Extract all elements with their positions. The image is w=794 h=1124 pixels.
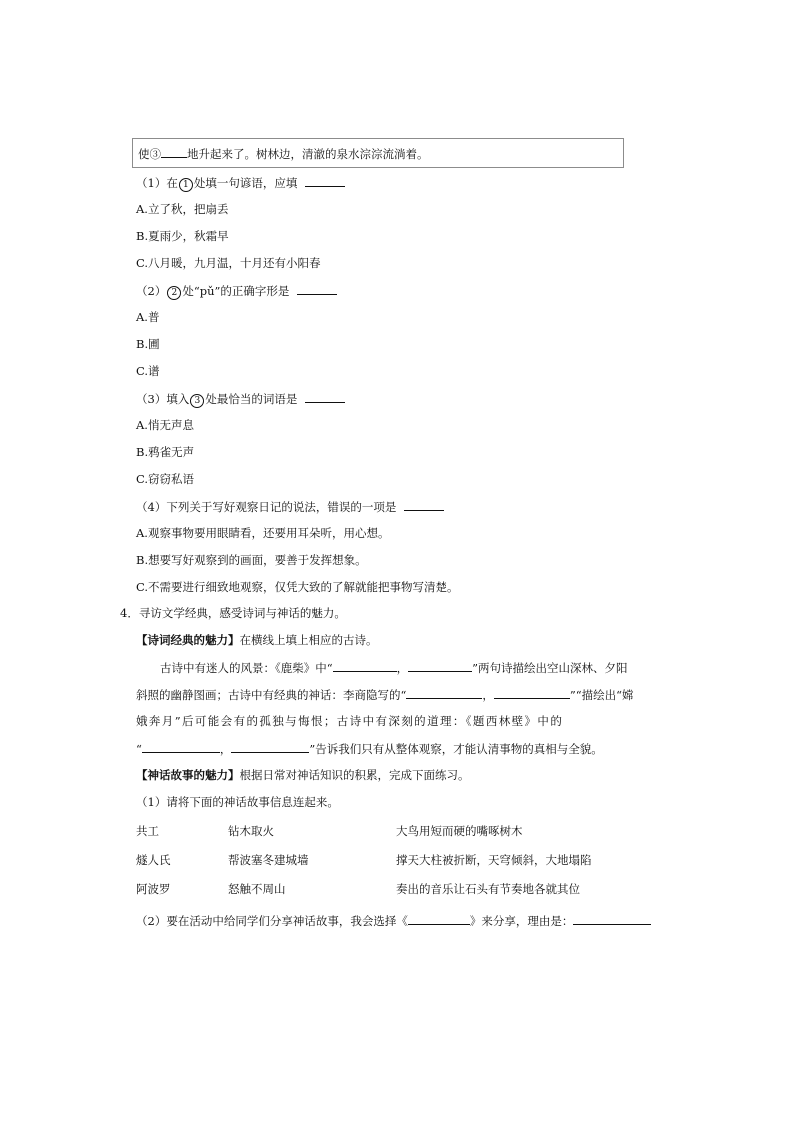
match-detail[interactable]: 奏出的音乐让石头有节奏地各就其位 xyxy=(396,882,580,896)
answer-blank-3[interactable] xyxy=(305,390,345,403)
option[interactable]: C.窃窃私语 xyxy=(136,472,195,486)
match-event[interactable]: 钻木取火 xyxy=(228,824,274,838)
poem-para-line1 xyxy=(160,659,628,676)
poem-para-line2 xyxy=(136,686,634,703)
myth-heading: 【神话故事的魅力】 xyxy=(136,768,240,782)
q3-sub4 xyxy=(136,498,444,515)
myth-instruction: 根据日常对神话知识的积累，完成下面练习。 xyxy=(239,768,470,782)
option[interactable]: C.谱 xyxy=(136,364,160,378)
option[interactable]: A.立了秋，把扇丢 xyxy=(136,202,229,216)
story-choice-blank[interactable] xyxy=(408,912,470,925)
q3-sub2-num: （2） xyxy=(136,284,167,298)
match-detail[interactable]: 大鸟用短而硬的嘴啄树木 xyxy=(396,824,523,838)
q3-sub1-rest: 处填一句谚语，应填 xyxy=(193,176,298,190)
poem-text: ”两句诗描绘出空山深林、夕阳 xyxy=(472,661,628,675)
q3-sub2 xyxy=(136,282,337,300)
match-event[interactable]: 怒触不周山 xyxy=(228,882,286,896)
passage-text-a: 使③ xyxy=(138,147,161,161)
poem-blank-6[interactable] xyxy=(231,740,309,753)
q3-sub3-rest: 处最恰当的词语是 xyxy=(205,392,298,406)
q3-sub3 xyxy=(136,390,345,408)
match-event[interactable]: 帮波塞冬建城墙 xyxy=(228,853,309,867)
myth-sub1: （1）请将下面的神话故事信息连起来。 xyxy=(136,795,339,809)
option[interactable]: B.圃 xyxy=(136,337,160,351)
match-name[interactable]: 燧人氏 xyxy=(136,853,171,867)
q3-sub1-num: （1）在 xyxy=(136,176,178,190)
blank-3[interactable] xyxy=(161,145,187,158)
match-name[interactable]: 阿波罗 xyxy=(136,882,171,896)
circled-2-icon: 2 xyxy=(167,286,181,300)
q3-sub3-num: （3）填入 xyxy=(136,392,190,406)
option[interactable]: C.八月暖，九月温，十月还有小阳春 xyxy=(136,256,321,270)
reason-blank[interactable] xyxy=(573,912,651,925)
poem-blank-5[interactable] xyxy=(142,740,220,753)
circled-1-icon: 1 xyxy=(179,178,193,192)
option[interactable]: B.鸦雀无声 xyxy=(136,445,195,459)
option[interactable]: C.不需要进行细致地观察，仅凭大致的了解就能把事物写清楚。 xyxy=(136,580,459,594)
answer-blank-4[interactable] xyxy=(404,498,444,511)
option[interactable]: A.观察事物要用眼睛看，还要用耳朵听，用心想。 xyxy=(136,526,390,540)
poem-blank-2[interactable] xyxy=(408,659,472,672)
poem-text: “ xyxy=(136,742,142,756)
answer-blank-1[interactable] xyxy=(305,174,345,187)
option[interactable]: B.夏雨少，秋霜早 xyxy=(136,229,229,243)
poem-blank-4[interactable] xyxy=(494,686,570,699)
poem-heading: 【诗词经典的魅力】 xyxy=(136,633,240,647)
poem-text: 斜照的幽静图画；古诗中有经典的神话：李商隐写的“ xyxy=(136,688,407,702)
poem-blank-1[interactable] xyxy=(333,659,397,672)
poem-text: ”告诉我们只有从整体观察，才能认清事物的真相与全貌。 xyxy=(309,742,603,756)
myth-sub2 xyxy=(136,912,651,929)
poem-section xyxy=(136,632,378,648)
poem-text: ”“描绘出“嫦 xyxy=(569,688,634,702)
comma: ， xyxy=(396,661,409,675)
poem-para-line3: 娥奔月”后可能会有的孤独与悔恨；古诗中有深刻的道理：《题西林壁》中的 xyxy=(136,714,564,728)
comma: ， xyxy=(482,688,494,702)
answer-blank-2[interactable] xyxy=(297,282,337,295)
option[interactable]: A.悄无声息 xyxy=(136,418,194,432)
q4-title: 4．寻访文学经典，感受诗词与神话的魅力。 xyxy=(120,606,346,620)
poem-instruction: 在横线上填上相应的古诗。 xyxy=(239,633,378,647)
option[interactable]: A.普 xyxy=(136,310,160,324)
passage-text xyxy=(138,145,429,162)
q3-sub2-rest: 处“pǔ”的正确字形是 xyxy=(182,284,290,298)
match-detail[interactable]: 撑天大柱被折断，天穹倾斜，大地塌陷 xyxy=(396,853,592,867)
myth-section xyxy=(136,767,470,783)
poem-text: 古诗中有迷人的风景：《鹿柴》中“ xyxy=(160,661,333,675)
passage-box xyxy=(132,138,624,168)
passage-text-b: 地升起来了。树林边，清澈的泉水淙淙流淌着。 xyxy=(187,147,429,161)
myth-sub2-text: 》来分享，理由是： xyxy=(469,914,574,928)
myth-sub2-text: （2）要在活动中给同学们分享神话故事，我会选择《 xyxy=(136,914,408,928)
circled-3-icon: 3 xyxy=(190,394,204,408)
q3-sub4-text: （4）下列关于写好观察日记的说法，错误的一项是 xyxy=(136,500,397,514)
q3-sub1 xyxy=(136,174,345,192)
match-name[interactable]: 共工 xyxy=(136,824,159,838)
poem-blank-3[interactable] xyxy=(406,686,482,699)
poem-para-line4 xyxy=(136,740,603,757)
comma: ， xyxy=(219,742,232,756)
option[interactable]: B.想要写好观察到的画面，要善于发挥想象。 xyxy=(136,553,367,567)
